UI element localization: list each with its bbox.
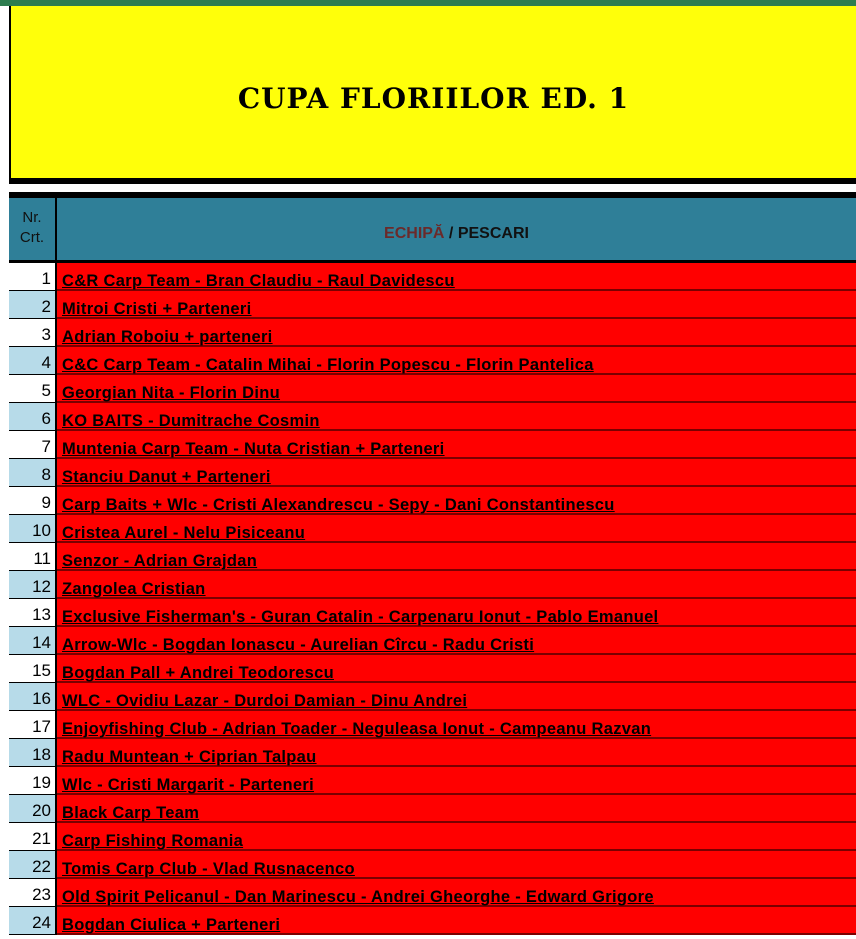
team-name-text: Bogdan Pall + Andrei Teodorescu — [62, 664, 334, 682]
team-cell[interactable] — [57, 375, 856, 403]
team-cell[interactable] — [57, 403, 856, 431]
table-row — [9, 739, 856, 767]
row-number-cell[interactable]: 11 — [9, 543, 57, 571]
table-row — [9, 655, 856, 683]
row-number-cell[interactable]: 5 — [9, 375, 57, 403]
row-number-cell[interactable]: 9 — [9, 487, 57, 515]
table-row — [9, 627, 856, 655]
row-number-cell[interactable]: 22 — [9, 851, 57, 879]
team-name-text: C&C Carp Team - Catalin Mihai - Florin Popescu - Florin Pantelica — [62, 356, 594, 374]
table-row — [9, 375, 856, 403]
table-row — [9, 823, 856, 851]
table-row — [9, 403, 856, 431]
team-cell[interactable] — [57, 879, 856, 907]
table-row — [9, 795, 856, 823]
table-row — [9, 767, 856, 795]
table-header — [9, 198, 856, 260]
row-number-cell[interactable]: 8 — [9, 459, 57, 487]
team-name-text: KO BAITS - Dumitrache Cosmin — [62, 412, 320, 430]
team-name-text: Enjoyfishing Club - Adrian Toader - Neguleasa Ionut - Campeanu Razvan — [62, 720, 652, 738]
table-row — [9, 487, 856, 515]
team-name-text: Exclusive Fisherman's - Guran Catalin - Carpenaru Ionut - Pablo Emanuel — [62, 608, 659, 626]
team-name-text: Muntenia Carp Team - Nuta Cristian + Parteneri — [62, 440, 445, 458]
team-cell[interactable] — [57, 571, 856, 599]
team-cell[interactable] — [57, 823, 856, 851]
team-cell[interactable] — [57, 739, 856, 767]
team-name-text: Cristea Aurel - Nelu Pisiceanu — [62, 524, 306, 542]
title-banner[interactable] — [9, 6, 856, 178]
team-cell[interactable] — [57, 907, 856, 935]
row-number-cell[interactable]: 10 — [9, 515, 57, 543]
table-row — [9, 291, 856, 319]
team-table — [9, 263, 856, 935]
row-number-cell[interactable]: 7 — [9, 431, 57, 459]
row-number-cell[interactable]: 24 — [9, 907, 57, 935]
team-name-text: Arrow-Wlc - Bogdan Ionascu - Aurelian Cîrcu - Radu Cristi — [62, 636, 535, 654]
team-name-text: Bogdan Ciulica + Parteneri — [62, 916, 281, 934]
divider-gap — [9, 184, 856, 192]
table-row — [9, 851, 856, 879]
team-cell[interactable] — [57, 655, 856, 683]
page-title: CUPA FLORIILOR ED. 1 — [237, 82, 630, 115]
table-row — [9, 683, 856, 711]
row-number-cell[interactable]: 1 — [9, 263, 57, 291]
row-number-cell[interactable]: 16 — [9, 683, 57, 711]
team-cell[interactable] — [57, 291, 856, 319]
team-name-text: Georgian Nita - Florin Dinu — [62, 384, 281, 402]
row-number-cell[interactable]: 19 — [9, 767, 57, 795]
team-name-text: Radu Muntean + Ciprian Talpau — [62, 748, 317, 766]
team-name-text: Zangolea Cristian — [62, 580, 206, 598]
row-number-cell[interactable]: 20 — [9, 795, 57, 823]
team-cell[interactable] — [57, 627, 856, 655]
row-number-cell[interactable]: 12 — [9, 571, 57, 599]
team-name-text: Wlc - Cristi Margarit - Parteneri — [62, 776, 314, 794]
team-cell[interactable] — [57, 711, 856, 739]
row-header-gutter — [0, 6, 9, 939]
row-number-cell[interactable]: 13 — [9, 599, 57, 627]
table-row — [9, 543, 856, 571]
column-header-nr[interactable] — [9, 198, 57, 260]
team-cell[interactable] — [57, 851, 856, 879]
team-cell[interactable] — [57, 599, 856, 627]
row-number-cell[interactable]: 2 — [9, 291, 57, 319]
team-cell[interactable] — [57, 683, 856, 711]
row-number-cell[interactable]: 3 — [9, 319, 57, 347]
row-number-cell[interactable]: 4 — [9, 347, 57, 375]
team-cell[interactable] — [57, 459, 856, 487]
cell-border — [9, 934, 57, 935]
row-number-cell[interactable]: 21 — [9, 823, 57, 851]
table-row — [9, 599, 856, 627]
team-name-text: Adrian Roboiu + parteneri — [62, 328, 273, 346]
team-name-text: Carp Fishing Romania — [62, 832, 244, 850]
table-row — [9, 571, 856, 599]
team-name-text: C&R Carp Team - Bran Claudiu - Raul Davidescu — [62, 272, 455, 290]
table-row — [9, 431, 856, 459]
team-name-text: Senzor - Adrian Grajdan — [62, 552, 258, 570]
row-number-cell[interactable]: 15 — [9, 655, 57, 683]
row-number-cell[interactable]: 6 — [9, 403, 57, 431]
team-cell[interactable] — [57, 543, 856, 571]
team-name-text: Carp Baits + Wlc - Cristi Alexandrescu - Sepy - Dani Constantinescu — [62, 496, 615, 514]
team-name-text: Mitroi Cristi + Parteneri — [62, 300, 252, 318]
table-row — [9, 515, 856, 543]
team-name-text: Tomis Carp Club - Vlad Rusnacenco — [62, 860, 355, 878]
table-row — [9, 319, 856, 347]
team-cell[interactable] — [57, 431, 856, 459]
table-row — [9, 711, 856, 739]
row-number-cell[interactable]: 18 — [9, 739, 57, 767]
table-row — [9, 263, 856, 291]
column-header-echipa: ECHIPĂ — [384, 225, 445, 242]
team-cell[interactable] — [57, 263, 856, 291]
row-number-cell[interactable]: 14 — [9, 627, 57, 655]
team-name-text: WLC - Ovidiu Lazar - Durdoi Damian - Dinu Andrei — [62, 692, 468, 710]
team-cell[interactable] — [57, 487, 856, 515]
table-row — [9, 879, 856, 907]
column-header-nr-line1: Nr. — [22, 209, 42, 226]
column-header-team[interactable] — [57, 198, 856, 260]
column-header-pescari: PESCARI — [457, 225, 529, 242]
table-row — [9, 907, 856, 935]
team-name-text: Black Carp Team — [62, 804, 200, 822]
team-name-text: Stanciu Danut + Parteneri — [62, 468, 271, 486]
table-row — [9, 459, 856, 487]
team-cell[interactable] — [57, 347, 856, 375]
team-cell[interactable] — [57, 515, 856, 543]
team-name-text: Old Spirit Pelicanul - Dan Marinescu - Andrei Gheorghe - Edward Grigore — [62, 888, 654, 906]
team-cell[interactable] — [57, 319, 856, 347]
row-number-cell[interactable]: 23 — [9, 879, 57, 907]
column-header-nr-line2: Crt. — [19, 229, 45, 246]
row-number-cell[interactable]: 17 — [9, 711, 57, 739]
column-header-separator: / — [444, 225, 458, 242]
team-cell[interactable] — [57, 767, 856, 795]
team-cell[interactable] — [57, 795, 856, 823]
table-row — [9, 347, 856, 375]
